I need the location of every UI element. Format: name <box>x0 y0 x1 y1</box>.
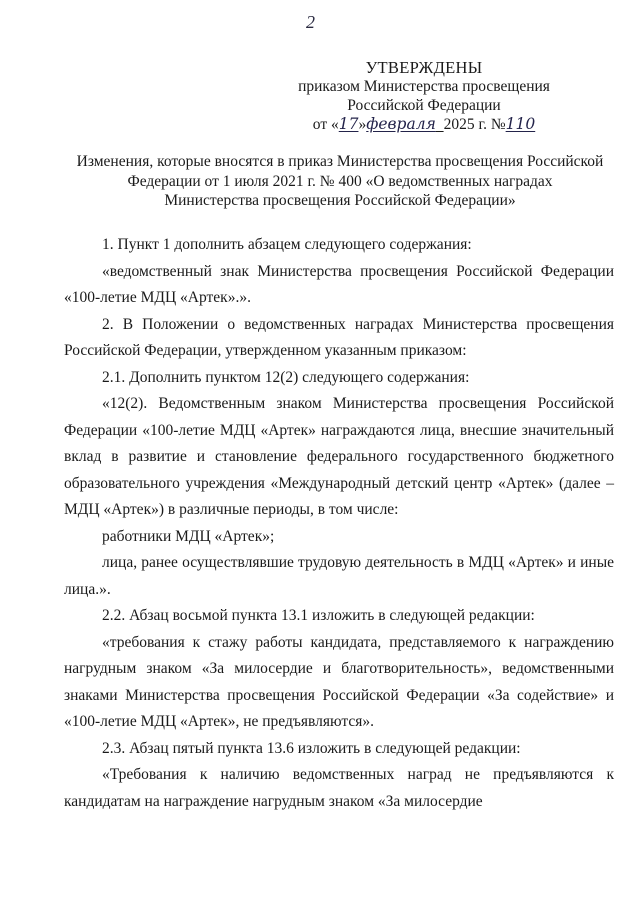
paragraph: 2.2. Абзац восьмой пункта 13.1 изложить в следующей редакции: <box>102 607 535 624</box>
handwritten-order-number: 110 <box>505 115 536 133</box>
date-mid: » <box>358 116 367 133</box>
paragraph: «12(2). Ведомственным знаком Министерства просвещения Российской Федерации «100-летие МДЦ «Артек» награждаются лица, внесшие значительный вклад в развитие и становление федерального государственного бюджетного образовательного учреждения «Международный детский центр «Артек» (далее – МДЦ «Артек») в различные периоды, в том числе: <box>64 395 614 518</box>
date-prefix: от « <box>312 116 339 133</box>
page-number: 2 <box>306 12 315 32</box>
approval-heading: УТВЕРЖДЕНЫ <box>365 58 483 77</box>
document-body <box>64 232 614 815</box>
paragraph: 1. Пункт 1 дополнить абзацем следующего содержания: <box>102 236 472 253</box>
document-title <box>60 152 620 211</box>
paragraph: «ведомственный знак Министерства просвещения Российской Федерации «100-летие МДЦ «Артек».». <box>64 262 614 306</box>
handwritten-day: 17 <box>338 115 359 133</box>
paragraph: 2.1. Дополнить пунктом 12(2) следующего содержания: <box>102 368 470 386</box>
title-line-3: Министерства просвещения Российской Федерации» <box>164 192 516 209</box>
title-line-2: Федерации от 1 июля 2021 г. № 400 «О ведомственных наградах <box>127 172 553 190</box>
approval-block <box>264 58 584 134</box>
approval-date-line <box>264 115 584 134</box>
paragraph: «Требования к наличию ведомственных наград не предъявляются к кандидатам на награждение нагрудным знаком «За милосердие <box>64 766 614 810</box>
approval-line-2: Российской Федерации <box>347 97 501 114</box>
paragraph: работники МДЦ «Артек»; <box>102 527 275 545</box>
approval-line-1: приказом Министерства просвещения <box>298 78 550 95</box>
handwritten-month: февраля <box>366 115 436 133</box>
paragraph: лица, ранее осуществлявшие трудовую деятельность в МДЦ «Артек» и иные лица.». <box>64 554 614 598</box>
paragraph: 2.3. Абзац пятый пункта 13.6 изложить в следующей редакции: <box>102 739 521 757</box>
date-year: 2025 г. № <box>443 116 506 133</box>
paragraph: «требования к стажу работы кандидата, представляемого к награждению нагрудным знаком «За милосердие и благотворительность», ведомственными знаками Министерства просвещения Российской Федерации «За содействие» и «100-летие МДЦ «Артек», не предъявляются». <box>64 633 614 730</box>
title-line-1: Изменения, которые вносятся в приказ Министерства просвещения Российской <box>76 153 604 170</box>
paragraph: 2. В Положении о ведомственных наградах Министерства просвещения Российской Федерации, утвержденном указанным приказом: <box>64 315 614 359</box>
